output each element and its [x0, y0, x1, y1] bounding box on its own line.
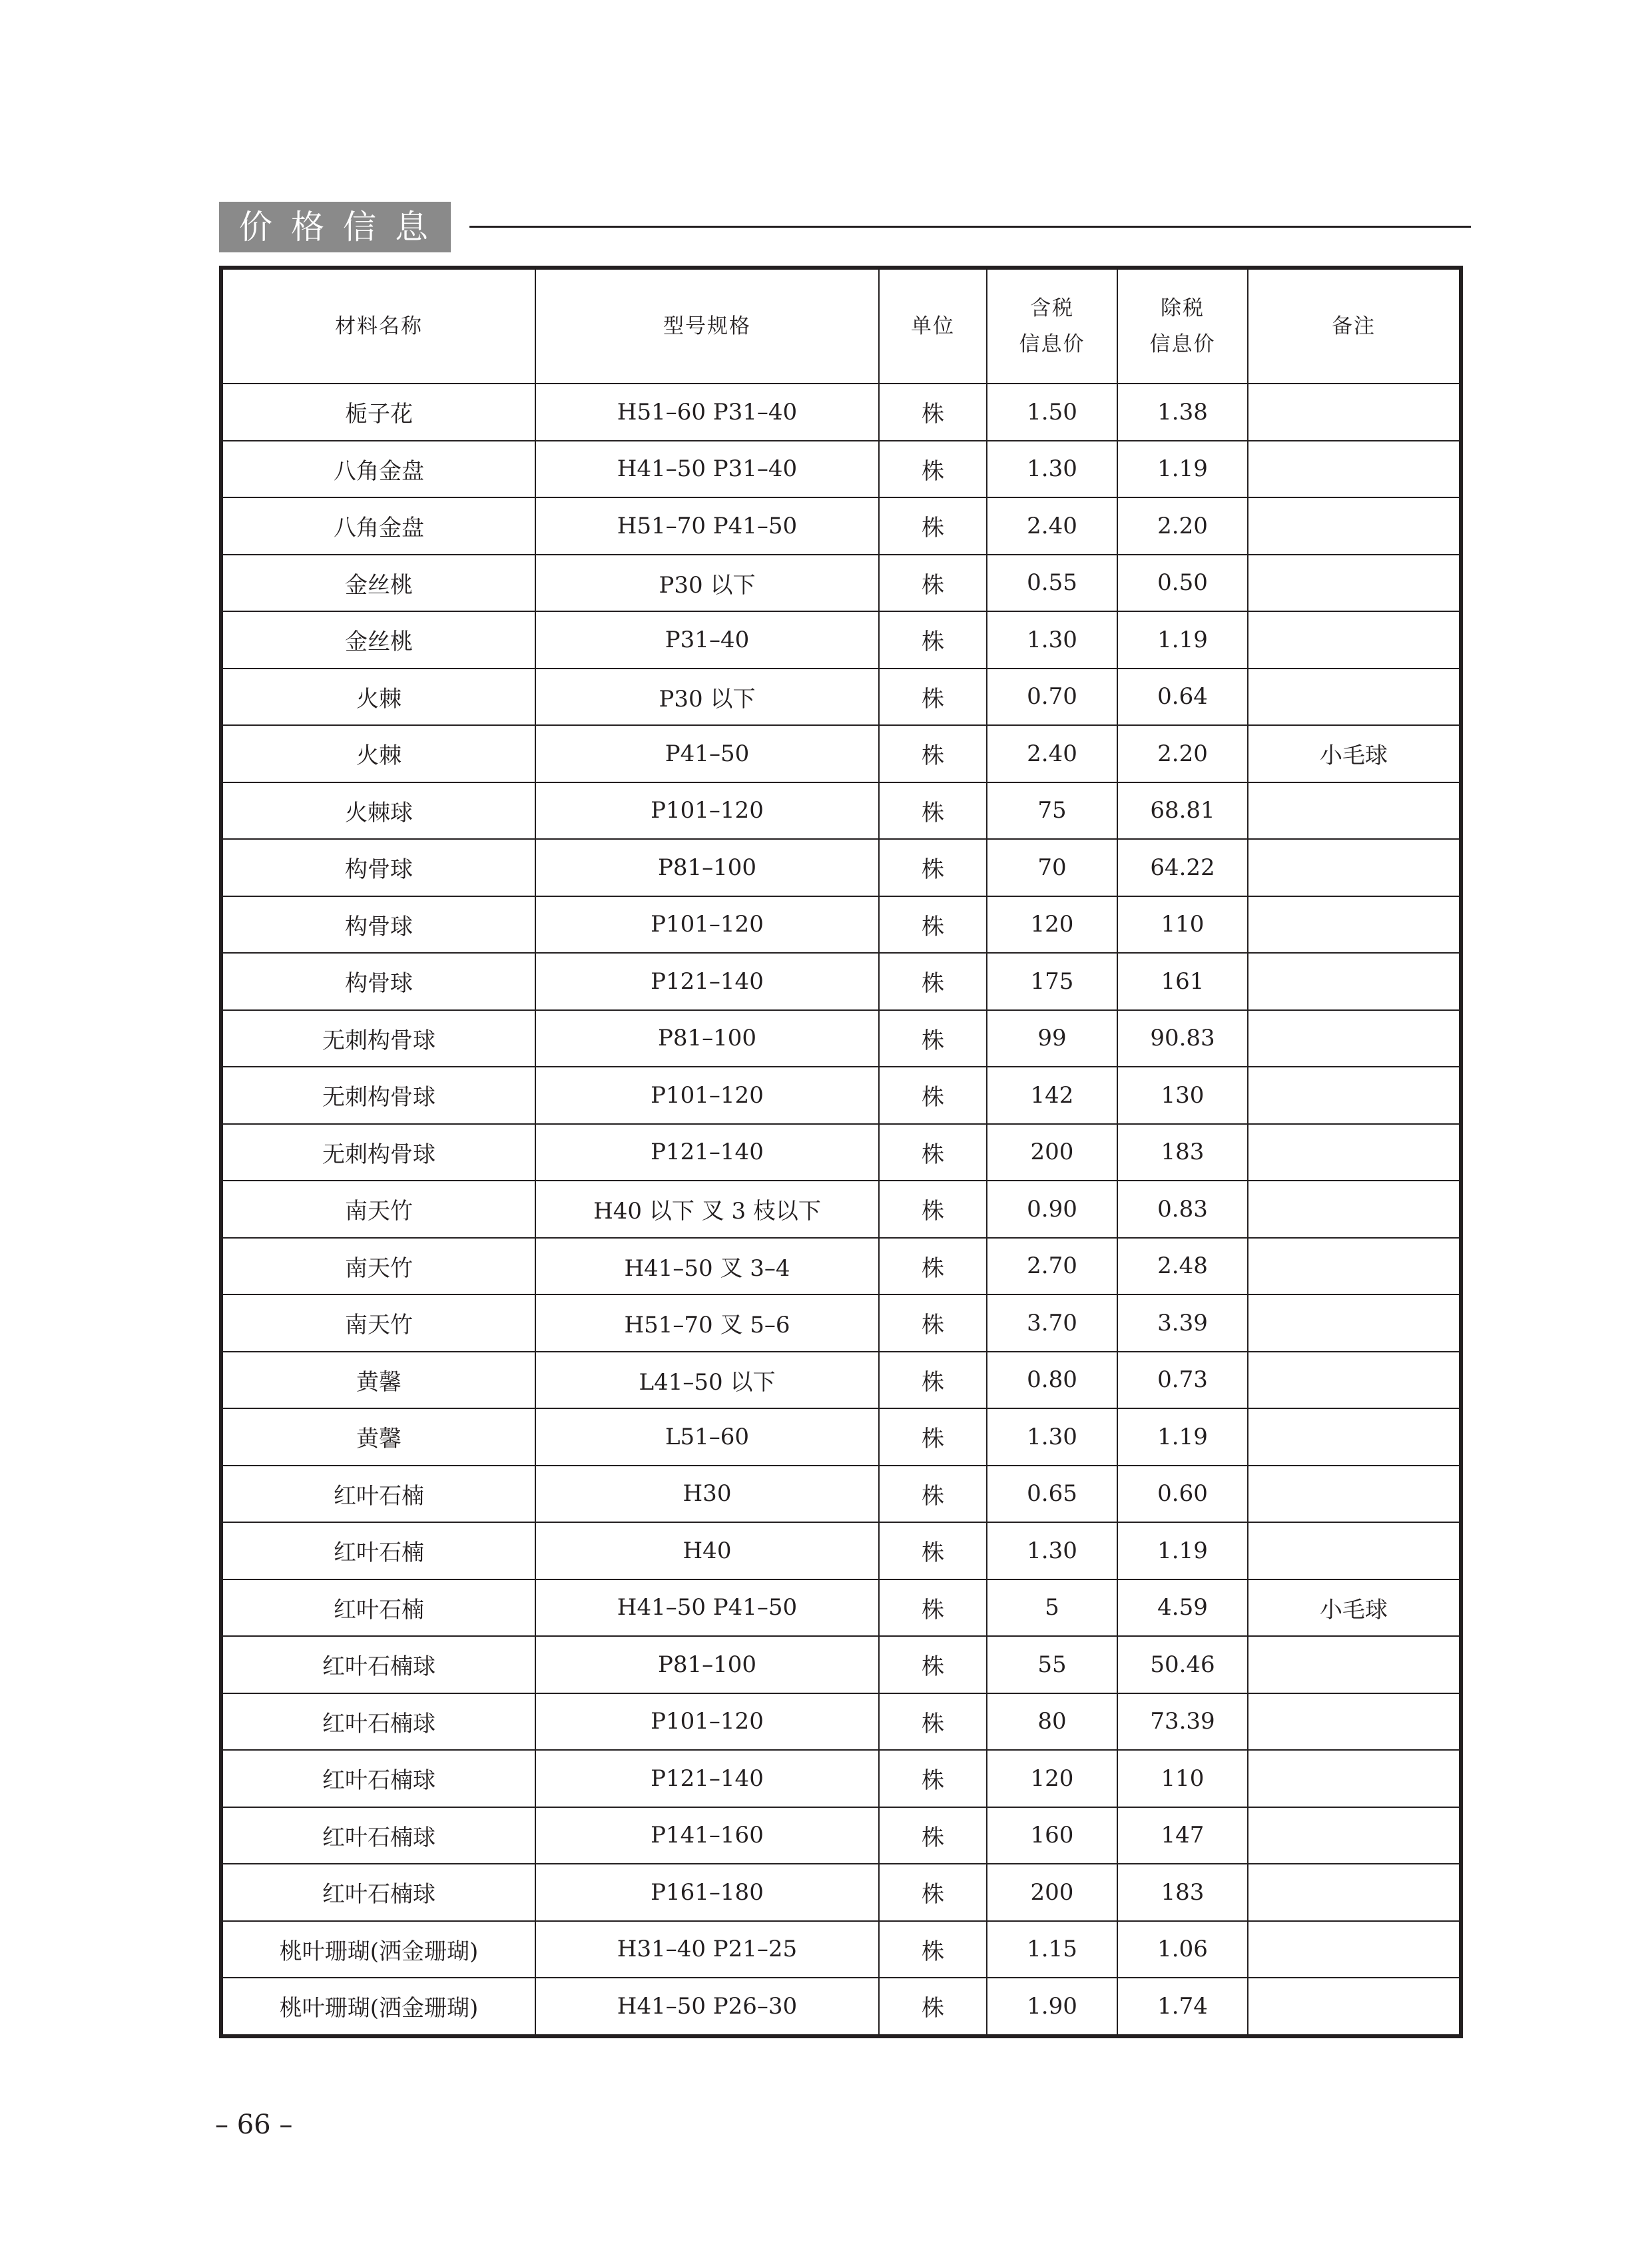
cell-unit: 株 — [879, 1124, 987, 1181]
cell-tax-exclusive-price: 1.19 — [1117, 441, 1248, 498]
cell-model-spec: H51–70 P41–50 — [535, 497, 879, 555]
cell-remarks — [1248, 1181, 1461, 1238]
cell-tax-inclusive-price: 55 — [987, 1636, 1117, 1693]
table-row — [221, 1352, 1461, 1409]
table-row — [221, 1522, 1461, 1579]
cell-tax-inclusive-price: 1.30 — [987, 1408, 1117, 1466]
cell-remarks — [1248, 1067, 1461, 1124]
table-row — [221, 1864, 1461, 1921]
table-row — [221, 497, 1461, 555]
cell-model-spec: P101–120 — [535, 1067, 879, 1124]
table-row — [221, 1750, 1461, 1807]
cell-remarks — [1248, 1522, 1461, 1579]
cell-material-name: 红叶石楠 — [221, 1579, 535, 1637]
cell-tax-inclusive-price: 0.90 — [987, 1181, 1117, 1238]
cell-tax-exclusive-price: 2.20 — [1117, 497, 1248, 555]
cell-model-spec: P41–50 — [535, 725, 879, 782]
cell-unit: 株 — [879, 1921, 987, 1978]
table-row — [221, 1636, 1461, 1693]
cell-tax-inclusive-price: 142 — [987, 1067, 1117, 1124]
cell-tax-exclusive-price: 2.20 — [1117, 725, 1248, 782]
cell-unit: 株 — [879, 839, 987, 896]
section-title: 价格信息 — [219, 202, 451, 252]
cell-unit: 株 — [879, 1693, 987, 1751]
cell-unit: 株 — [879, 1294, 987, 1352]
cell-tax-inclusive-price: 200 — [987, 1864, 1117, 1921]
header-tax-exclusive-line1: 除税 — [1161, 296, 1205, 320]
header-tax-exclusive-price — [1117, 268, 1248, 384]
cell-material-name: 八角金盘 — [221, 497, 535, 555]
cell-unit: 株 — [879, 1352, 987, 1409]
cell-tax-exclusive-price: 0.64 — [1117, 669, 1248, 726]
cell-unit: 株 — [879, 782, 987, 840]
table-row — [221, 669, 1461, 726]
table-header-row — [221, 268, 1461, 384]
table-body — [221, 384, 1461, 2036]
table-row — [221, 555, 1461, 612]
cell-material-name: 黄馨 — [221, 1352, 535, 1409]
cell-material-name: 桃叶珊瑚(洒金珊瑚) — [221, 1978, 535, 2036]
cell-tax-exclusive-price: 0.83 — [1117, 1181, 1248, 1238]
cell-material-name: 红叶石楠球 — [221, 1807, 535, 1864]
cell-model-spec: P31–40 — [535, 611, 879, 669]
cell-tax-exclusive-price: 110 — [1117, 896, 1248, 954]
cell-tax-exclusive-price: 0.50 — [1117, 555, 1248, 612]
table-row — [221, 725, 1461, 782]
cell-tax-inclusive-price: 75 — [987, 782, 1117, 840]
cell-unit: 株 — [879, 953, 987, 1010]
cell-tax-exclusive-price: 2.48 — [1117, 1238, 1248, 1295]
cell-remarks — [1248, 1466, 1461, 1523]
cell-tax-inclusive-price: 2.40 — [987, 725, 1117, 782]
cell-material-name: 红叶石楠 — [221, 1466, 535, 1523]
cell-tax-exclusive-price: 1.19 — [1117, 611, 1248, 669]
cell-tax-exclusive-price: 68.81 — [1117, 782, 1248, 840]
cell-tax-inclusive-price: 5 — [987, 1579, 1117, 1637]
cell-model-spec: H40 以下 叉 3 枝以下 — [535, 1181, 879, 1238]
table-row — [221, 384, 1461, 441]
cell-unit: 株 — [879, 1408, 987, 1466]
cell-model-spec: L41–50 以下 — [535, 1352, 879, 1409]
cell-material-name: 南天竹 — [221, 1294, 535, 1352]
cell-remarks — [1248, 782, 1461, 840]
cell-tax-inclusive-price: 1.90 — [987, 1978, 1117, 2036]
cell-unit: 株 — [879, 1636, 987, 1693]
section-header — [219, 202, 1471, 252]
header-tax-inclusive-price — [987, 268, 1117, 384]
cell-remarks — [1248, 896, 1461, 954]
cell-unit: 株 — [879, 555, 987, 612]
cell-unit: 株 — [879, 1807, 987, 1864]
cell-model-spec: H31–40 P21–25 — [535, 1921, 879, 1978]
table-row — [221, 896, 1461, 954]
cell-unit: 株 — [879, 1181, 987, 1238]
cell-remarks — [1248, 1294, 1461, 1352]
cell-model-spec: H41–50 P31–40 — [535, 441, 879, 498]
cell-material-name: 栀子花 — [221, 384, 535, 441]
cell-tax-inclusive-price: 160 — [987, 1807, 1117, 1864]
cell-material-name: 南天竹 — [221, 1181, 535, 1238]
cell-tax-inclusive-price: 99 — [987, 1010, 1117, 1067]
cell-model-spec: H51–60 P31–40 — [535, 384, 879, 441]
cell-material-name: 红叶石楠球 — [221, 1864, 535, 1921]
cell-model-spec: P81–100 — [535, 839, 879, 896]
cell-tax-exclusive-price: 147 — [1117, 1807, 1248, 1864]
cell-tax-exclusive-price: 90.83 — [1117, 1010, 1248, 1067]
cell-remarks — [1248, 555, 1461, 612]
cell-tax-inclusive-price: 1.15 — [987, 1921, 1117, 1978]
table-row — [221, 1010, 1461, 1067]
table-row — [221, 839, 1461, 896]
cell-model-spec: P81–100 — [535, 1636, 879, 1693]
table-row — [221, 611, 1461, 669]
cell-material-name: 桃叶珊瑚(洒金珊瑚) — [221, 1921, 535, 1978]
table-row — [221, 1067, 1461, 1124]
cell-tax-inclusive-price: 1.30 — [987, 441, 1117, 498]
cell-tax-inclusive-price: 120 — [987, 896, 1117, 954]
cell-tax-exclusive-price: 183 — [1117, 1124, 1248, 1181]
header-unit: 单位 — [879, 268, 987, 384]
cell-material-name: 南天竹 — [221, 1238, 535, 1295]
cell-remarks — [1248, 1636, 1461, 1693]
cell-material-name: 火棘 — [221, 669, 535, 726]
header-tax-inclusive-line1: 含税 — [1030, 296, 1074, 320]
cell-tax-inclusive-price: 1.50 — [987, 384, 1117, 441]
cell-unit: 株 — [879, 1978, 987, 2036]
header-tax-exclusive-line2: 信息价 — [1149, 332, 1216, 356]
cell-material-name: 八角金盘 — [221, 441, 535, 498]
table-row — [221, 782, 1461, 840]
cell-remarks — [1248, 1238, 1461, 1295]
section-divider — [469, 226, 1471, 228]
table-row — [221, 1466, 1461, 1523]
cell-model-spec: H51–70 叉 5–6 — [535, 1294, 879, 1352]
cell-unit: 株 — [879, 1466, 987, 1523]
cell-model-spec: H41–50 P26–30 — [535, 1978, 879, 2036]
table-row — [221, 1181, 1461, 1238]
cell-tax-exclusive-price: 0.60 — [1117, 1466, 1248, 1523]
cell-unit: 株 — [879, 725, 987, 782]
cell-remarks — [1248, 1352, 1461, 1409]
cell-tax-inclusive-price: 2.40 — [987, 497, 1117, 555]
cell-tax-exclusive-price: 130 — [1117, 1067, 1248, 1124]
page-number: – 66 – — [215, 2110, 293, 2140]
cell-model-spec: P30 以下 — [535, 669, 879, 726]
cell-remarks — [1248, 1864, 1461, 1921]
cell-tax-exclusive-price: 73.39 — [1117, 1693, 1248, 1751]
table-row — [221, 953, 1461, 1010]
cell-remarks — [1248, 1693, 1461, 1751]
cell-remarks — [1248, 497, 1461, 555]
cell-unit: 株 — [879, 441, 987, 498]
cell-tax-inclusive-price: 0.80 — [987, 1352, 1117, 1409]
cell-model-spec: L51–60 — [535, 1408, 879, 1466]
cell-remarks — [1248, 1807, 1461, 1864]
cell-unit: 株 — [879, 384, 987, 441]
cell-material-name: 构骨球 — [221, 839, 535, 896]
cell-model-spec: H40 — [535, 1522, 879, 1579]
cell-tax-inclusive-price: 0.65 — [987, 1466, 1117, 1523]
cell-tax-inclusive-price: 3.70 — [987, 1294, 1117, 1352]
cell-tax-exclusive-price: 64.22 — [1117, 839, 1248, 896]
cell-tax-inclusive-price: 120 — [987, 1750, 1117, 1807]
cell-unit: 株 — [879, 1522, 987, 1579]
cell-material-name: 构骨球 — [221, 953, 535, 1010]
cell-unit: 株 — [879, 611, 987, 669]
cell-tax-exclusive-price: 1.19 — [1117, 1522, 1248, 1579]
table-row — [221, 1408, 1461, 1466]
cell-remarks — [1248, 441, 1461, 498]
cell-model-spec: H41–50 P41–50 — [535, 1579, 879, 1637]
cell-model-spec: P81–100 — [535, 1010, 879, 1067]
cell-model-spec: H41–50 叉 3–4 — [535, 1238, 879, 1295]
cell-remarks — [1248, 611, 1461, 669]
cell-tax-inclusive-price: 175 — [987, 953, 1117, 1010]
cell-material-name: 金丝桃 — [221, 555, 535, 612]
cell-unit: 株 — [879, 1238, 987, 1295]
cell-tax-inclusive-price: 2.70 — [987, 1238, 1117, 1295]
table-row — [221, 441, 1461, 498]
table-row — [221, 1693, 1461, 1751]
cell-unit: 株 — [879, 896, 987, 954]
header-remarks: 备注 — [1248, 268, 1461, 384]
cell-model-spec: P101–120 — [535, 782, 879, 840]
cell-tax-exclusive-price: 3.39 — [1117, 1294, 1248, 1352]
cell-material-name: 红叶石楠球 — [221, 1750, 535, 1807]
cell-unit: 株 — [879, 1010, 987, 1067]
cell-material-name: 火棘球 — [221, 782, 535, 840]
cell-tax-inclusive-price: 0.55 — [987, 555, 1117, 612]
cell-remarks — [1248, 669, 1461, 726]
cell-remarks — [1248, 1921, 1461, 1978]
cell-unit: 株 — [879, 1864, 987, 1921]
header-material-name: 材料名称 — [221, 268, 535, 384]
cell-remarks — [1248, 384, 1461, 441]
table-row — [221, 1978, 1461, 2036]
cell-tax-exclusive-price: 1.06 — [1117, 1921, 1248, 1978]
table-row — [221, 1579, 1461, 1637]
cell-tax-inclusive-price: 1.30 — [987, 611, 1117, 669]
header-tax-inclusive-line2: 信息价 — [1019, 332, 1085, 356]
table-row — [221, 1238, 1461, 1295]
cell-material-name: 黄馨 — [221, 1408, 535, 1466]
cell-material-name: 红叶石楠 — [221, 1522, 535, 1579]
cell-tax-exclusive-price: 110 — [1117, 1750, 1248, 1807]
cell-material-name: 无刺构骨球 — [221, 1067, 535, 1124]
cell-remarks — [1248, 1408, 1461, 1466]
price-table — [219, 266, 1463, 2038]
cell-model-spec: P121–140 — [535, 953, 879, 1010]
cell-material-name: 火棘 — [221, 725, 535, 782]
cell-unit: 株 — [879, 669, 987, 726]
cell-remarks — [1248, 953, 1461, 1010]
cell-model-spec: P161–180 — [535, 1864, 879, 1921]
cell-tax-inclusive-price: 200 — [987, 1124, 1117, 1181]
cell-material-name: 金丝桃 — [221, 611, 535, 669]
table-row — [221, 1921, 1461, 1978]
cell-tax-inclusive-price: 70 — [987, 839, 1117, 896]
cell-remarks: 小毛球 — [1248, 725, 1461, 782]
cell-tax-inclusive-price: 80 — [987, 1693, 1117, 1751]
cell-material-name: 无刺构骨球 — [221, 1010, 535, 1067]
cell-tax-inclusive-price: 1.30 — [987, 1522, 1117, 1579]
cell-model-spec: P101–120 — [535, 896, 879, 954]
cell-model-spec: P141–160 — [535, 1807, 879, 1864]
cell-remarks — [1248, 1124, 1461, 1181]
header-model-spec: 型号规格 — [535, 268, 879, 384]
table-row — [221, 1294, 1461, 1352]
cell-material-name: 构骨球 — [221, 896, 535, 954]
cell-tax-exclusive-price: 4.59 — [1117, 1579, 1248, 1637]
cell-remarks — [1248, 1750, 1461, 1807]
cell-model-spec: H30 — [535, 1466, 879, 1523]
cell-model-spec: P121–140 — [535, 1124, 879, 1181]
table-row — [221, 1807, 1461, 1864]
cell-unit: 株 — [879, 1067, 987, 1124]
cell-unit: 株 — [879, 1579, 987, 1637]
cell-tax-inclusive-price: 0.70 — [987, 669, 1117, 726]
cell-remarks — [1248, 1010, 1461, 1067]
cell-unit: 株 — [879, 497, 987, 555]
cell-material-name: 无刺构骨球 — [221, 1124, 535, 1181]
cell-tax-exclusive-price: 183 — [1117, 1864, 1248, 1921]
cell-remarks — [1248, 1978, 1461, 2036]
cell-tax-exclusive-price: 1.19 — [1117, 1408, 1248, 1466]
cell-remarks: 小毛球 — [1248, 1579, 1461, 1637]
cell-unit: 株 — [879, 1750, 987, 1807]
cell-tax-exclusive-price: 50.46 — [1117, 1636, 1248, 1693]
cell-tax-exclusive-price: 161 — [1117, 953, 1248, 1010]
table-row — [221, 1124, 1461, 1181]
cell-remarks — [1248, 839, 1461, 896]
cell-tax-exclusive-price: 0.73 — [1117, 1352, 1248, 1409]
cell-model-spec: P101–120 — [535, 1693, 879, 1751]
cell-material-name: 红叶石楠球 — [221, 1636, 535, 1693]
cell-model-spec: P121–140 — [535, 1750, 879, 1807]
cell-model-spec: P30 以下 — [535, 555, 879, 612]
cell-tax-exclusive-price: 1.38 — [1117, 384, 1248, 441]
cell-material-name: 红叶石楠球 — [221, 1693, 535, 1751]
cell-tax-exclusive-price: 1.74 — [1117, 1978, 1248, 2036]
